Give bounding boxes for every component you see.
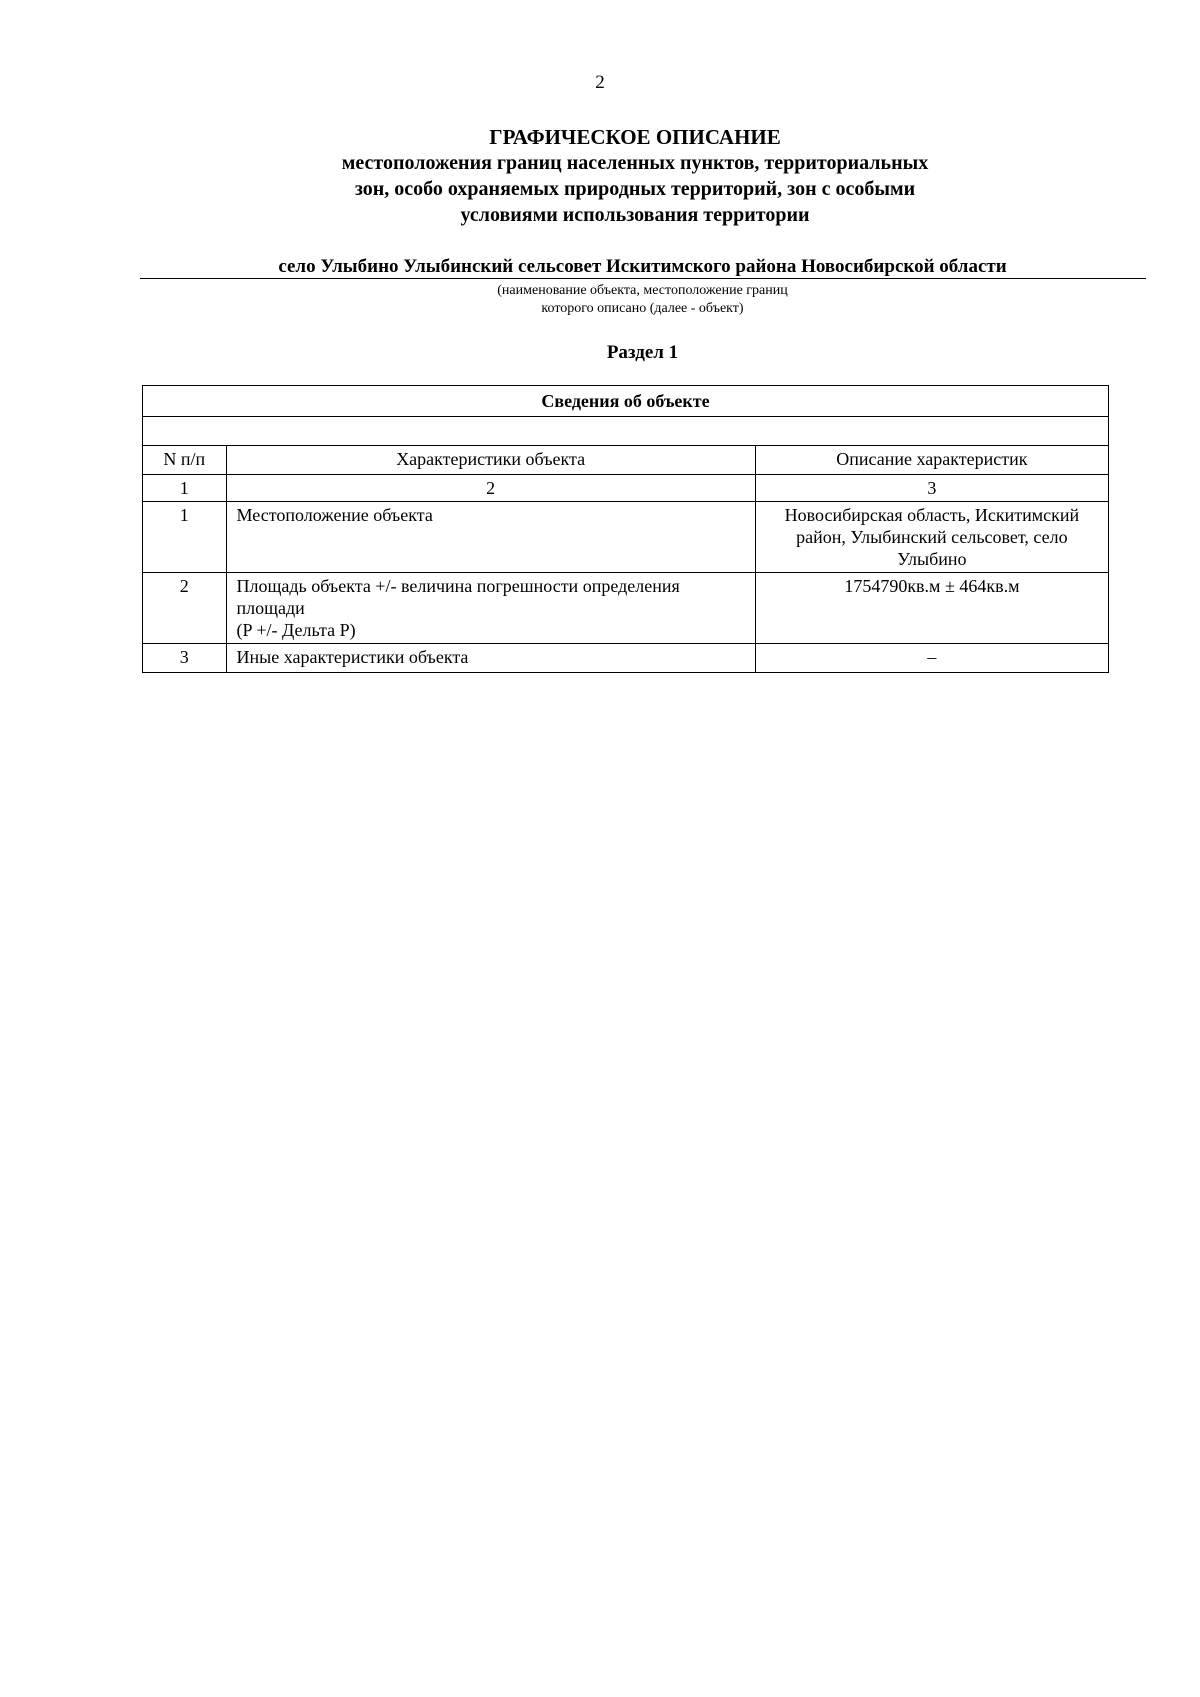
row-3-characteristic: Иные характеристики объекта (226, 644, 755, 673)
table-caption: Сведения об объекте (143, 386, 1109, 417)
object-caption-line-2: которого описано (далее - объект) (541, 301, 744, 316)
table-row (143, 573, 1109, 644)
title-line-2: зон, особо охраняемых природных территорий, зон с особыми (354, 178, 916, 200)
object-info-table (142, 385, 1109, 673)
title-main: ГРАФИЧЕСКОЕ ОПИСАНИЕ (489, 125, 781, 149)
row-2-num: 2 (143, 573, 227, 644)
document-title (140, 124, 1130, 228)
title-line-3: условиями использования территории (460, 204, 810, 226)
row-1-characteristic: Местоположение объекта (226, 502, 755, 573)
row-2-characteristic-line-2: (P +/- Дельта P) (236, 620, 356, 640)
table-empty-row (143, 417, 1109, 446)
row-2-description: 1754790кв.м ± 464кв.м (755, 573, 1108, 644)
table-caption-row (143, 386, 1109, 417)
header-description: Описание характеристик (755, 446, 1108, 475)
table-index-row (143, 475, 1109, 502)
table-empty-cell (143, 417, 1109, 446)
row-3-num: 3 (143, 644, 227, 673)
index-col-3: 3 (755, 475, 1108, 502)
row-1-num: 1 (143, 502, 227, 573)
row-2-characteristic-line-1: Площадь объекта +/- величина погрешности определения площади (236, 576, 680, 618)
title-line-1: местоположения границ населенных пунктов, территориальных (341, 152, 929, 174)
header-characteristics: Характеристики объекта (226, 446, 755, 475)
object-caption-line-1: (наименование объекта, местоположение границ (497, 283, 788, 298)
row-2-characteristic (226, 573, 755, 644)
index-col-2: 2 (226, 475, 755, 502)
header-num: N п/п (143, 446, 227, 475)
table-row (143, 644, 1109, 673)
row-1-description: Новосибирская область, Искитимский район, Улыбинский сельсовет, село Улыбино (755, 502, 1108, 573)
row-3-description: – (755, 644, 1108, 673)
table-header-row (143, 446, 1109, 475)
object-name-underline (140, 278, 1146, 279)
object-caption (140, 282, 1145, 318)
section-title: Раздел 1 (606, 342, 679, 363)
page-number: 2 (595, 72, 605, 93)
object-name: село Улыбино Улыбинский сельсовет Искитимского района Новосибирской области (278, 256, 1007, 277)
table-row (143, 502, 1109, 573)
index-col-1: 1 (143, 475, 227, 502)
